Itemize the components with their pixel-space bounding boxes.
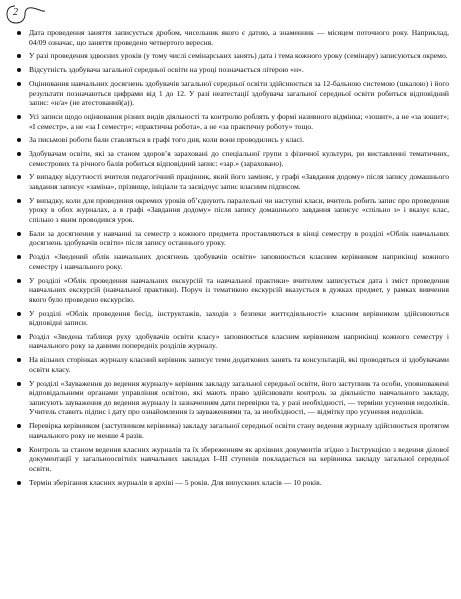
list-item: Перевірка керівником (заступником керівника) закладу загальної середньої освіти стану ведення журналу здійснюється протягом навчального року не менше 4 разів. <box>13 421 449 440</box>
list-item: На вільних сторінках журналу класний керівник записує теми додаткових занять та консультацій, які проводяться зі здобувачами освіти класу. <box>13 355 449 374</box>
list-item: Усі записи щодо оцінювання різних видів діяльності та контролю роблять у формі називного відмінка; «зошит», а не «за зошит»; «І семестр», а не «за І семестр»; «практична робота», а не «за практичну роботу» тощо. <box>13 112 449 131</box>
page-number-badge <box>6 4 46 26</box>
list-item: Термін зберігання класних журналів в архіві — 5 років. Для випускних класів — 10 років. <box>13 478 449 488</box>
list-item: Здобувачам освіти, які за станом здоров’я зараховані до спеціальної групи з фізичної культури, ри виставленні тематичних, семестрових та річного балів робиться відповідний запис: «зар.» (зараховано). <box>13 149 449 168</box>
page-number-ornament <box>6 4 46 26</box>
list-item: За письмові роботи бали ставляться в графі того дня, коли вони проводились у класі. <box>13 135 449 145</box>
list-item: У випадку, коли для проведення окремих уроків об’єднують паралельні чи наступні класи, вчитель робить запис про проведення уроку в обох журналах, а в графі «Завдання додому» після запису домашнього завдання записує «спільно з» і вказує клас, спільно з яким проводився урок. <box>13 196 449 225</box>
page-number: 2 <box>13 7 18 18</box>
list-item: Розділ «Зведений облік навчальних досягнень здобувачів освіти» заповнюється класним керівником наприкінці кожного семестру і навчального року. <box>13 252 449 271</box>
list-item: Оцінювання навчальних досягнень здобувачів загальної середньої освіти здійснюється за 12-бальною системою (шкалою) і його результати позначаються цифрами від 1 до 12. У разі неатестації здобувача загальної середньої освіти робиться відповідний запис: «н/а» (не атестований(а)). <box>13 79 449 108</box>
list-item: Дата проведення заняття записується дробом, чисельник якого є датою, а знаменник — місяцем поточного року. Наприклад, 04/09 означає, що заняття проведено четвертого вересня. <box>13 28 449 47</box>
list-item: У розділі «Облік проведення навчальних екскурсій та навчальної практики» вчителем записується дата і зміст проведення навчальних екскурсій (навчальної практики). Поруч із тематикою екскурсій вказується в дужках предмет, у рамках вивчення якого було проведено екскурсію. <box>13 276 449 305</box>
instruction-list <box>13 28 449 487</box>
list-item: Контроль за станом ведення класних журналів та їх збереженням як архівних документів згідно з Інструкцією з ведення ділової документації у загальноосвітніх навчальних закладах I–III ступенів покладається на керівника закладу загальної середньої освіти. <box>13 445 449 474</box>
list-item: У розділі «Облік проведення бесід, інструктажів, заходів з безпеки життєдіяльності» класним керівником здійснюються відповідні записи. <box>13 309 449 328</box>
list-item: У разі проведення здвоєних уроків (у тому числі семінарських занять) дата і тема кожного уроку (семінару) записуються окремо. <box>13 51 449 61</box>
list-item: У випадку відсутності вчителя педагогічний працівник, який його заміняє, у графі «Завдання додому» після запису домашнього завдання записує «заміна», прізвище, ініціали та засвідчує запис власним підписом. <box>13 172 449 191</box>
list-item: У розділі «Зауваження до ведення журналу» керівник закладу загальної середньої освіти, його заступник та особи, уповноважені відповідальними органами управління освітою, які мають право здійснювати контроль за діяльністю навчального закладу, записують зауваження до ведення журналу із зазначенням дати перевірки та, у разі необхідності, — терміни усунення недоліків. Учитель ставить підпис і дату про ознайомлення із зауваженнями та, за необхідності, — відмітку про усунення недоліків. <box>13 379 449 417</box>
list-item: Розділ «Зведена таблиця руху здобувачів освіти класу» заповнюється класним керівником наприкінці кожного семестру і навчального року за даними попередніх розділів журналу. <box>13 332 449 351</box>
list-item: Відсутність здобувача загальної середньої освіти на уроці позначається літерою «н». <box>13 65 449 75</box>
instructions-content <box>13 28 449 491</box>
list-item: Бали за досягнення у навчанні за семестр з кожного предмета проставляються в кінці семестру в розділі «Облік навчальних досягнень здобувачів освіти» після запису останнього уроку. <box>13 229 449 248</box>
